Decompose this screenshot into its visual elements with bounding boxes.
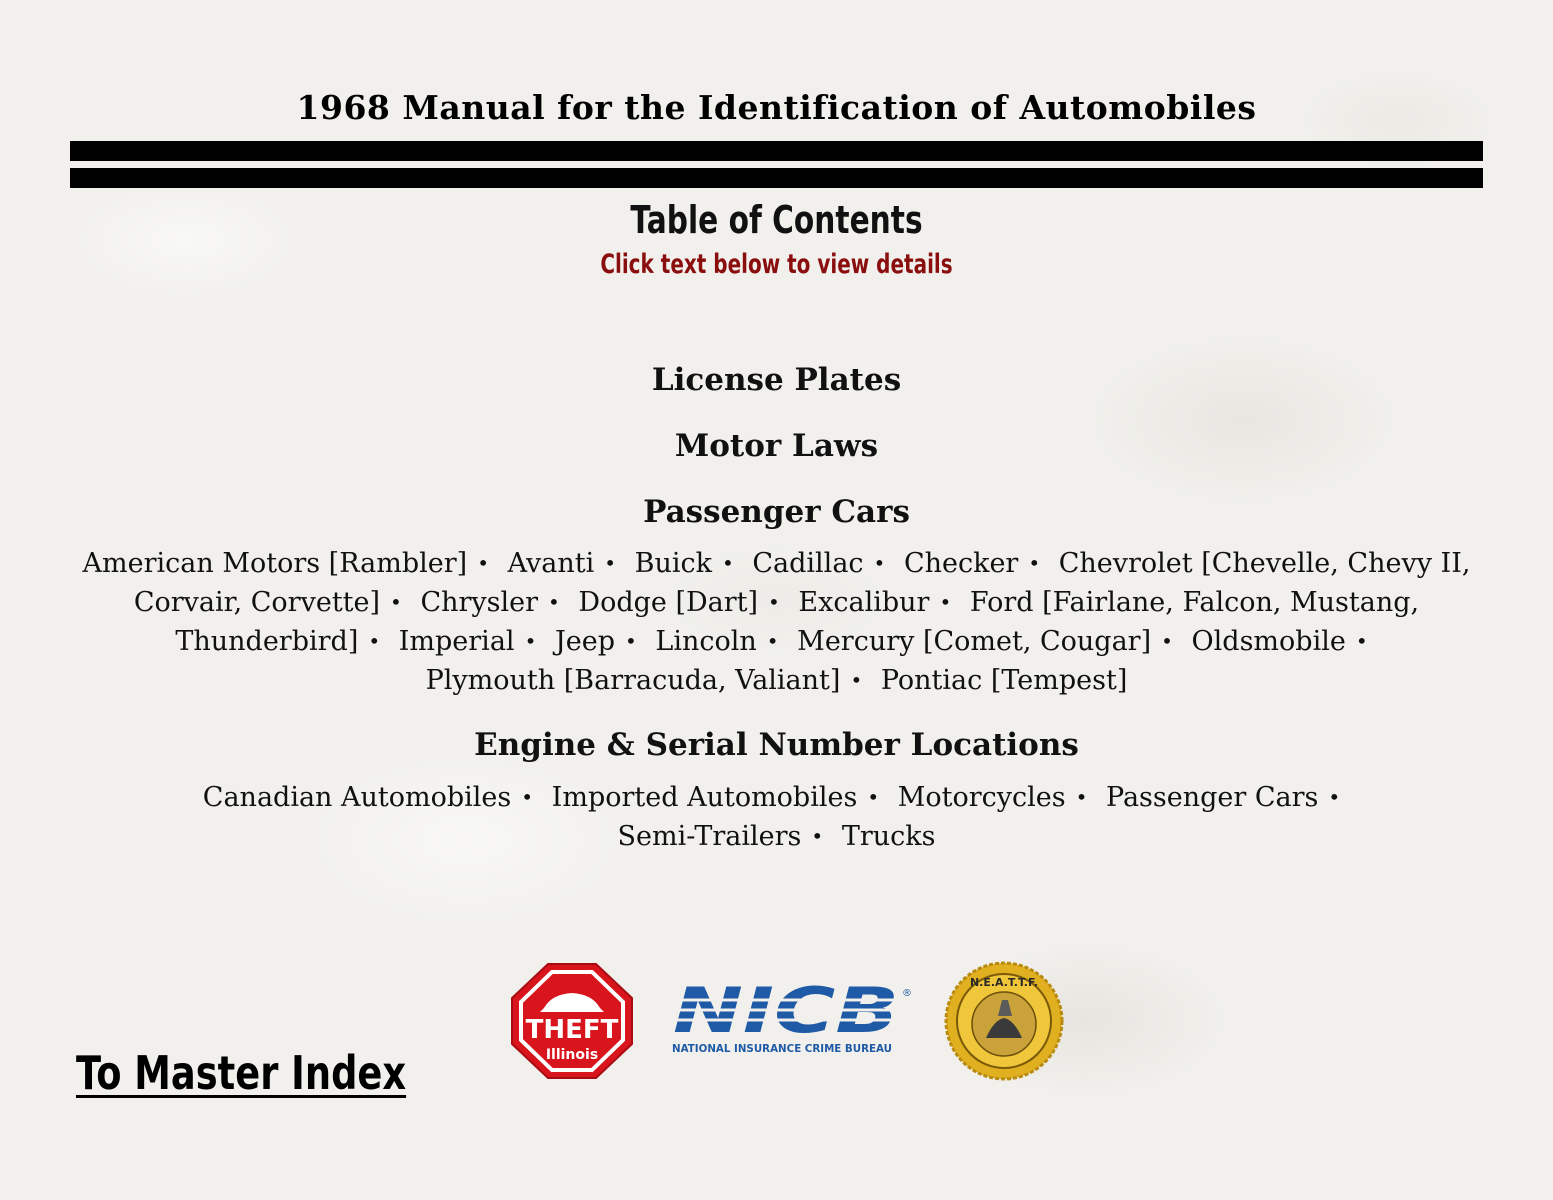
link-buick[interactable]: Buick	[634, 548, 712, 579]
link-chevrolet[interactable]: Chevrolet [Chevelle, Chevy II, Corvair, Corvette]	[133, 548, 1471, 618]
page-title: 1968 Manual for the Identification of Automobiles	[296, 88, 1257, 127]
link-semi-trailers[interactable]: Semi-Trailers	[617, 821, 802, 852]
header-divider-top	[70, 141, 1483, 161]
link-excalibur[interactable]: Excalibur	[798, 587, 930, 618]
link-imported-automobiles[interactable]: Imported Automobiles	[551, 782, 858, 813]
engine-serial-list	[180, 778, 1373, 856]
svg-text:NICB: NICB	[673, 980, 899, 1047]
bullet-separator: •	[521, 785, 534, 809]
svg-text:THEFT: THEFT	[525, 1015, 619, 1045]
bullet-separator: •	[604, 551, 617, 575]
svg-text:®: ®	[902, 988, 912, 999]
bullet-separator: •	[477, 551, 489, 575]
link-cadillac[interactable]: Cadillac	[752, 548, 864, 579]
nicb-logo	[668, 980, 912, 1060]
bullet-separator: •	[1028, 551, 1041, 575]
link-canadian-automobiles[interactable]: Canadian Automobiles	[202, 782, 512, 813]
license-plates-link[interactable]: License Plates	[651, 362, 902, 398]
link-motorcycles[interactable]: Motorcycles	[897, 782, 1066, 813]
link-plymouth[interactable]: Plymouth [Barracuda, Valiant]	[425, 665, 841, 696]
bullet-separator: •	[1328, 785, 1341, 809]
passenger-cars-list	[80, 544, 1473, 700]
link-oldsmobile[interactable]: Oldsmobile	[1191, 626, 1346, 657]
link-trucks[interactable]: Trucks	[841, 821, 936, 852]
toc-instructions: Click text below to view details	[600, 249, 953, 280]
svg-text:NATIONAL INSURANCE CRIME BUREA: NATIONAL INSURANCE CRIME BUREAU	[672, 1042, 892, 1055]
bullet-separator: •	[548, 590, 560, 614]
motor-laws-link[interactable]: Motor Laws	[674, 428, 879, 464]
bullet-separator: •	[766, 629, 779, 653]
link-dodge[interactable]: Dodge [Dart]	[578, 587, 759, 618]
bullet-separator: •	[625, 629, 637, 653]
neattf-seal-logo	[942, 960, 1066, 1082]
bullet-separator: •	[768, 590, 780, 614]
bullet-separator: •	[368, 629, 381, 653]
bullet-separator: •	[1075, 785, 1088, 809]
toc-heading: Table of Contents	[630, 198, 923, 242]
bullet-separator: •	[721, 551, 734, 575]
master-index-link[interactable]: To Master Index	[76, 1046, 407, 1100]
link-chrysler[interactable]: Chrysler	[420, 587, 539, 618]
link-mercury[interactable]: Mercury [Comet, Cougar]	[797, 626, 1152, 657]
theft-illinois-logo	[510, 962, 634, 1080]
svg-text:N.E.A.T.T.F.: N.E.A.T.T.F.	[969, 976, 1039, 989]
bullet-separator: •	[1161, 629, 1173, 653]
bullet-separator: •	[1355, 629, 1368, 653]
link-lincoln[interactable]: Lincoln	[655, 626, 757, 657]
link-ford[interactable]: Ford [Fairlane, Falcon, Mustang, Thunderbird]	[175, 587, 1420, 657]
link-avanti[interactable]: Avanti	[507, 548, 595, 579]
link-checker[interactable]: Checker	[903, 548, 1019, 579]
bullet-separator: •	[873, 551, 886, 575]
svg-text:Illinois: Illinois	[545, 1047, 599, 1063]
header-divider-bottom	[70, 168, 1483, 188]
bullet-separator: •	[811, 824, 824, 848]
link-american-motors[interactable]: American Motors [Rambler]	[82, 548, 468, 579]
bullet-separator: •	[867, 785, 880, 809]
link-passenger-cars-serial[interactable]: Passenger Cars	[1106, 782, 1319, 813]
engine-serial-heading[interactable]: Engine & Serial Number Locations	[474, 727, 1079, 763]
link-jeep[interactable]: Jeep	[554, 626, 616, 657]
bullet-separator: •	[939, 590, 952, 614]
link-imperial[interactable]: Imperial	[398, 626, 515, 657]
link-pontiac[interactable]: Pontiac [Tempest]	[880, 665, 1128, 696]
bullet-separator: •	[850, 668, 863, 692]
passenger-cars-heading[interactable]: Passenger Cars	[643, 494, 910, 530]
bullet-separator: •	[524, 629, 537, 653]
bullet-separator: •	[390, 590, 402, 614]
